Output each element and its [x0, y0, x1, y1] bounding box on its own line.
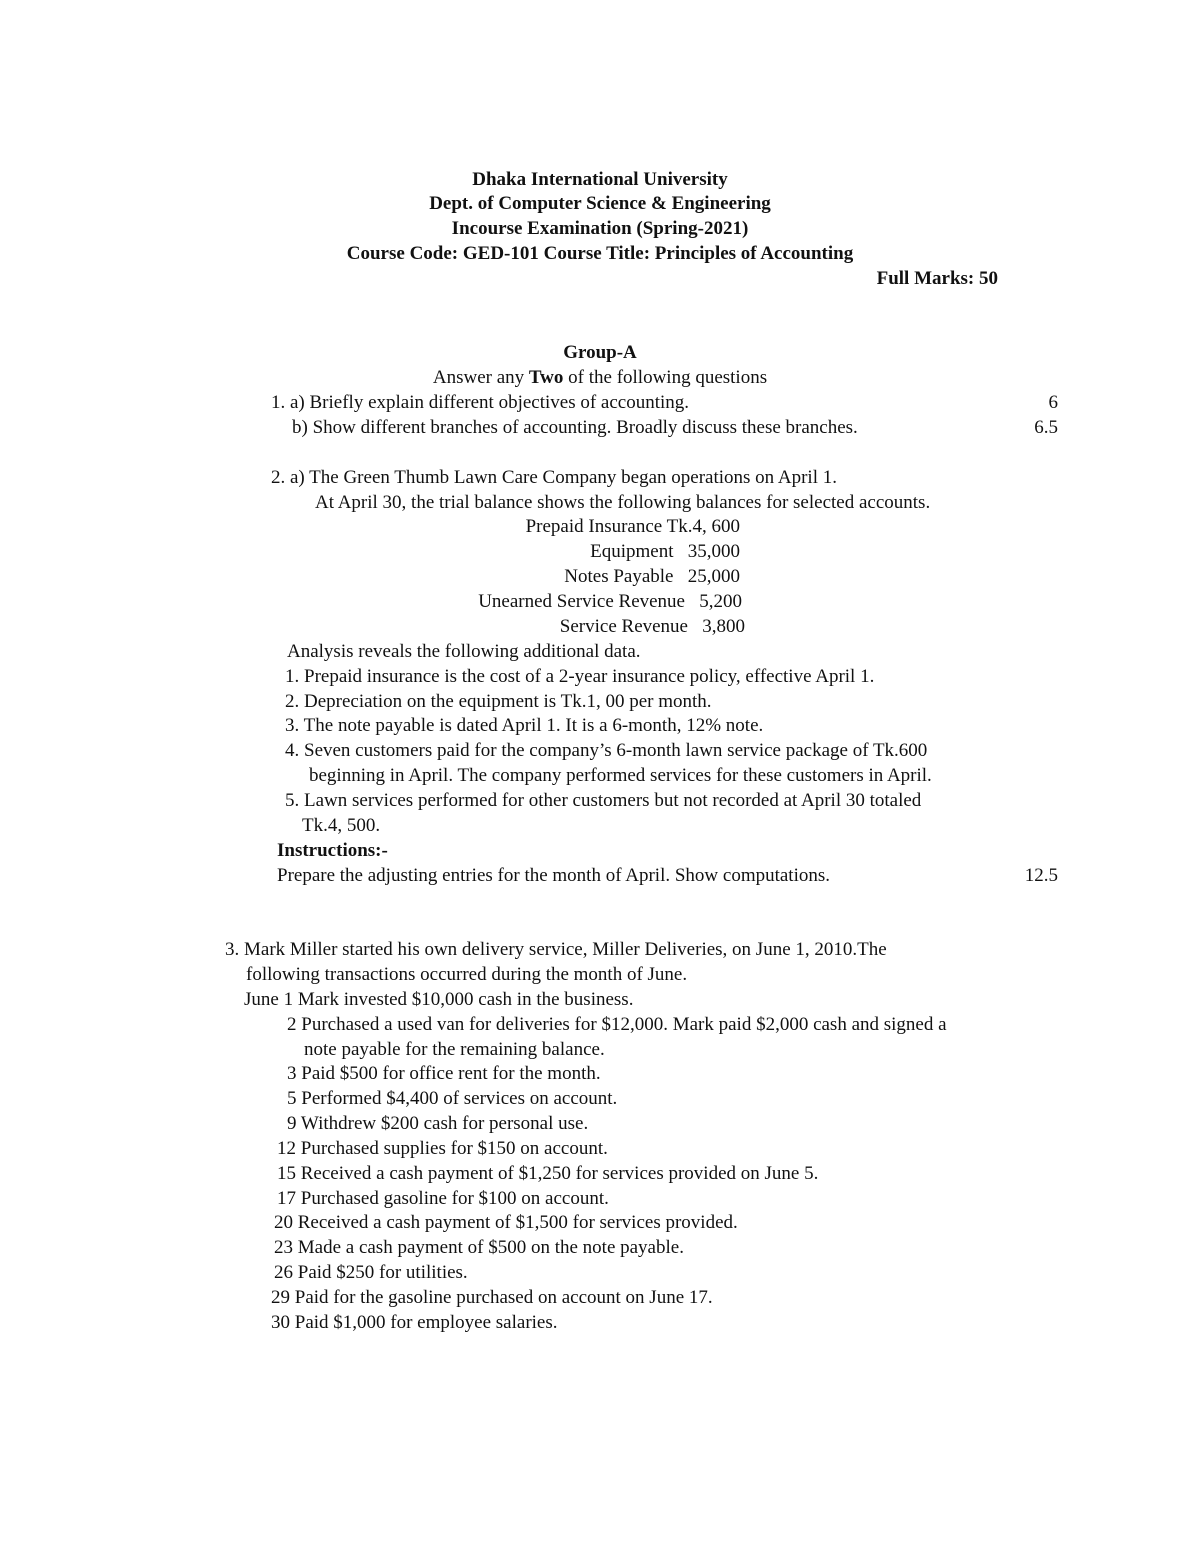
group-instruction	[0, 366, 1200, 391]
q2-intro-1: 2. a) The Green Thumb Lawn Care Company began operations on April 1.	[271, 467, 837, 488]
transaction-row: 2 Purchased a used van for deliveries for $12,000. Mark paid $2,000 cash and signed a	[287, 1014, 947, 1035]
course-line: Course Code: GED-101 Course Title: Principles of Accounting	[346, 243, 854, 264]
q1b-marks: 6.5	[1034, 417, 1058, 438]
transaction-row-cont: note payable for the remaining balance.	[304, 1039, 605, 1060]
balance-row: Service Revenue 3,800	[559, 616, 745, 637]
transaction-row: 30 Paid $1,000 for employee salaries.	[271, 1312, 558, 1333]
instructions-text: Prepare the adjusting entries for the month of April. Show computations.	[277, 865, 831, 886]
transaction-row: 9 Withdrew $200 cash for personal use.	[287, 1113, 589, 1134]
q2-marks: 12.5	[1024, 865, 1058, 886]
transaction-row: 29 Paid for the gasoline purchased on account on June 17.	[271, 1287, 713, 1308]
balance-row: Equipment 35,000	[590, 541, 740, 562]
analysis-item: 2. Depreciation on the equipment is Tk.1, 00 per month.	[285, 691, 712, 712]
transaction-row: 26 Paid $250 for utilities.	[274, 1262, 468, 1283]
analysis-item: 3. The note payable is dated April 1. It is a 6-month, 12% note.	[285, 715, 764, 736]
q1a-text: 1. a) Briefly explain different objectives of accounting.	[271, 392, 690, 413]
transaction-row: 17 Purchased gasoline for $100 on account.	[277, 1188, 609, 1209]
transaction-row: 3 Paid $500 for office rent for the month.	[287, 1063, 601, 1084]
transaction-row: June 1 Mark invested $10,000 cash in the business.	[244, 989, 634, 1010]
university-name: Dhaka International University	[472, 169, 728, 190]
balance-row: Unearned Service Revenue 5,200	[478, 591, 742, 612]
q1b-text: b) Show different branches of accounting. Broadly discuss these branches.	[292, 417, 858, 438]
full-marks: Full Marks: 50	[876, 268, 998, 289]
analysis-item: 5. Lawn services performed for other customers but not recorded at April 30 totaled	[285, 790, 922, 811]
instruction-pre: Answer any	[432, 367, 529, 388]
analysis-item-cont: beginning in April. The company performed services for these customers in April.	[309, 765, 932, 786]
instruction-post: of the following questions	[563, 367, 768, 388]
analysis-item-cont: Tk.4, 500.	[302, 815, 381, 836]
q1a-marks: 6	[1048, 392, 1058, 413]
transaction-row: 23 Made a cash payment of $500 on the note payable.	[274, 1237, 684, 1258]
transaction-row: 12 Purchased supplies for $150 on account.	[277, 1138, 608, 1159]
group-title: Group-A	[563, 342, 637, 363]
balance-row: Notes Payable 25,000	[564, 566, 740, 587]
q2-intro-2: At April 30, the trial balance shows the following balances for selected accounts.	[315, 492, 931, 513]
balance-row: Prepaid Insurance Tk.4, 600	[525, 516, 740, 537]
instructions-label: Instructions:-	[277, 840, 388, 861]
q3-intro-2: following transactions occurred during the month of June.	[246, 964, 688, 985]
analysis-item: 1. Prepaid insurance is the cost of a 2-year insurance policy, effective April 1.	[285, 666, 875, 687]
instruction-emphasis: Two	[528, 367, 564, 388]
analysis-item: 4. Seven customers paid for the company’s 6-month lawn service package of Tk.600	[285, 740, 928, 761]
transaction-row: 5 Performed $4,400 of services on account.	[287, 1088, 618, 1109]
transaction-row: 15 Received a cash payment of $1,250 for services provided on June 5.	[277, 1163, 819, 1184]
transaction-row: 20 Received a cash payment of $1,500 for services provided.	[274, 1212, 738, 1233]
exam-title: Incourse Examination (Spring-2021)	[451, 218, 749, 239]
analysis-line: Analysis reveals the following additional data.	[287, 641, 641, 662]
department-name: Dept. of Computer Science & Engineering	[429, 193, 771, 214]
q3-intro-1: 3. Mark Miller started his own delivery service, Miller Deliveries, on June 1, 2010.The	[225, 939, 887, 960]
